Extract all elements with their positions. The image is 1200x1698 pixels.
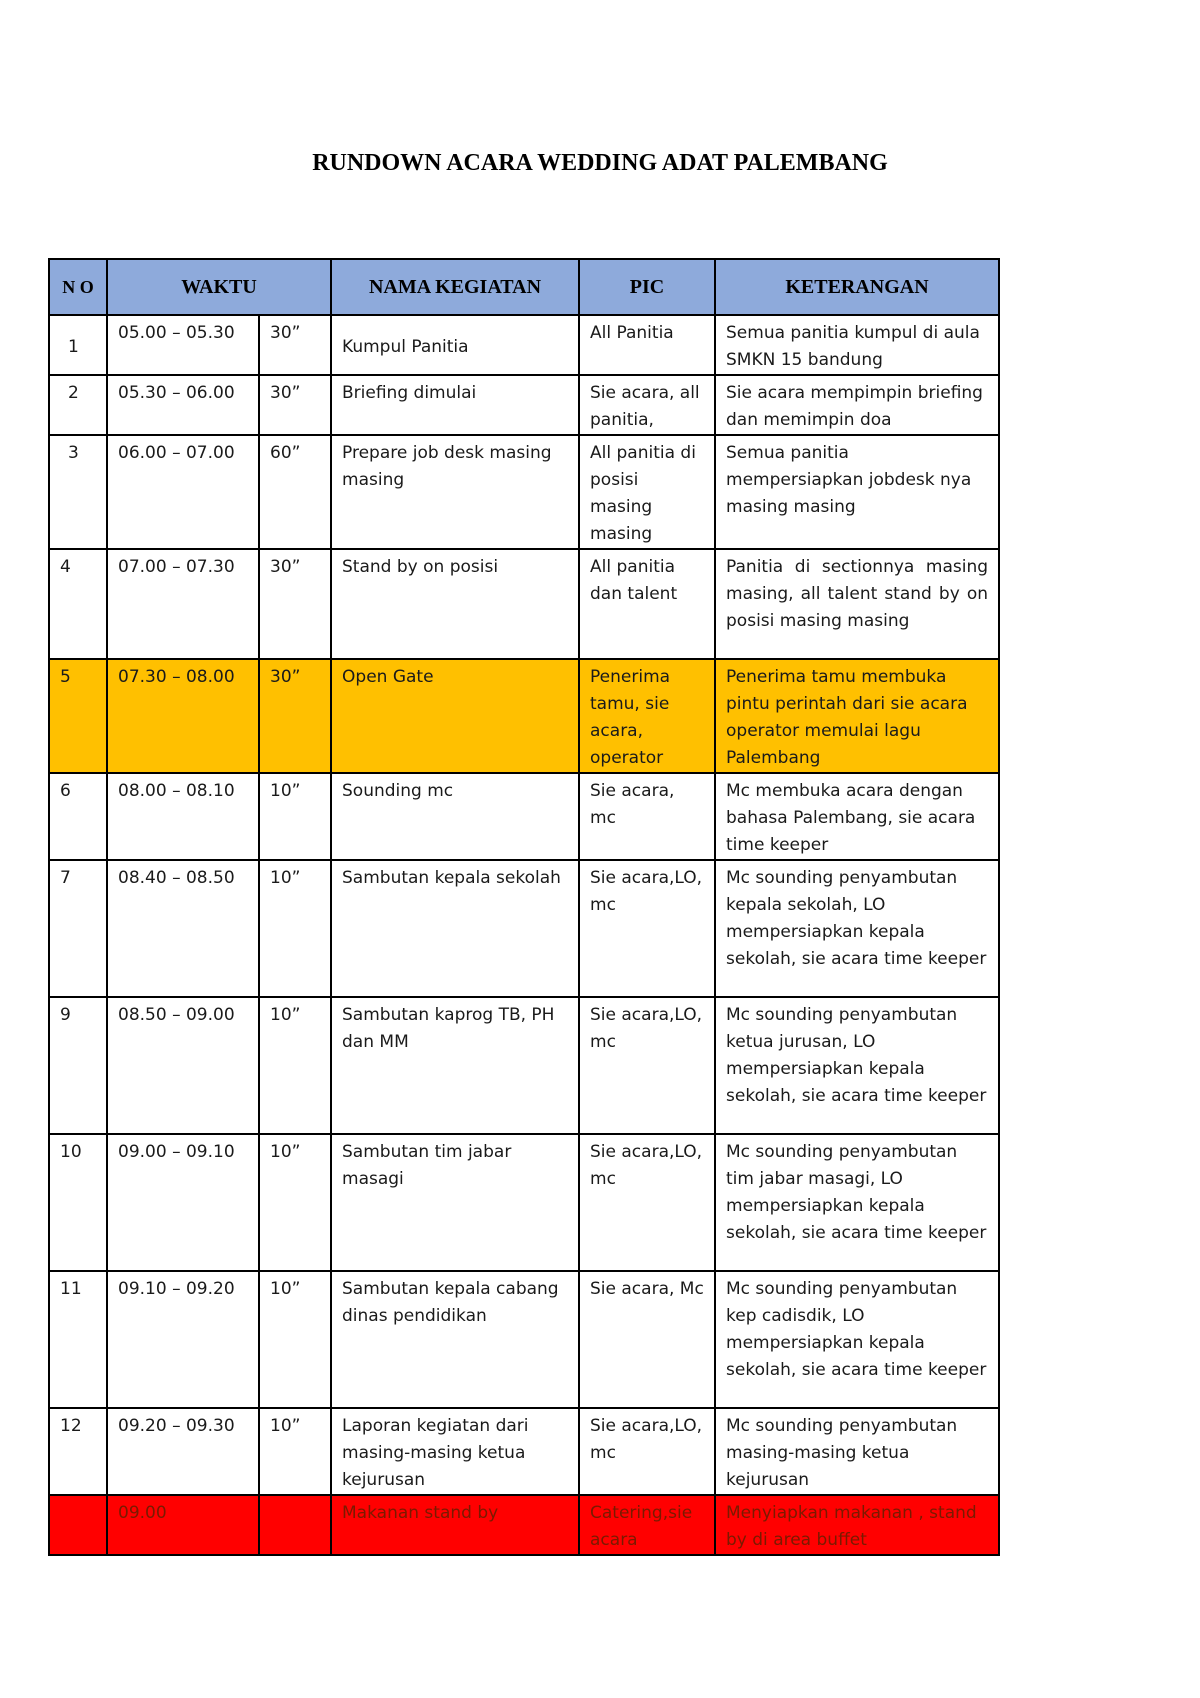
cell-no: 5: [49, 659, 107, 773]
cell-kegiatan: Open Gate: [331, 659, 579, 773]
cell-duration: 30”: [259, 375, 331, 435]
cell-no: [49, 1495, 107, 1555]
cell-duration: 10”: [259, 1271, 331, 1408]
cell-time: 07.30 – 08.00: [107, 659, 259, 773]
cell-kegiatan: Prepare job desk masing masing: [331, 435, 579, 549]
cell-pic: All Panitia: [579, 315, 715, 375]
cell-keterangan: Mc membuka acara dengan bahasa Palembang, sie acara time keeper: [715, 773, 999, 860]
cell-keterangan: Semua panitia kumpul di aula SMKN 15 bandung: [715, 315, 999, 375]
header-keterangan: KETERANGAN: [715, 259, 999, 315]
cell-pic: Sie acara, all panitia,: [579, 375, 715, 435]
cell-pic: Sie acara, Mc: [579, 1271, 715, 1408]
cell-no: 2: [49, 375, 107, 435]
table-body: [49, 315, 999, 1555]
cell-pic: All panitia di posisi masing masing: [579, 435, 715, 549]
table-row: [49, 549, 999, 659]
cell-time: 05.30 – 06.00: [107, 375, 259, 435]
cell-duration: [259, 1495, 331, 1555]
header-nama-kegiatan: NAMA KEGIATAN: [331, 259, 579, 315]
cell-duration: 10”: [259, 860, 331, 997]
cell-pic: Sie acara, mc: [579, 773, 715, 860]
cell-time: 09.10 – 09.20: [107, 1271, 259, 1408]
cell-kegiatan: Stand by on posisi: [331, 549, 579, 659]
cell-time: 09.00 – 09.10: [107, 1134, 259, 1271]
cell-duration: 30”: [259, 659, 331, 773]
cell-pic: Sie acara,LO, mc: [579, 1134, 715, 1271]
cell-kegiatan: Makanan stand by: [331, 1495, 579, 1555]
header-no: N O: [49, 259, 107, 315]
cell-kegiatan: Sambutan kaprog TB, PH dan MM: [331, 997, 579, 1134]
cell-duration: 10”: [259, 997, 331, 1134]
cell-time: 06.00 – 07.00: [107, 435, 259, 549]
cell-kegiatan: Briefing dimulai: [331, 375, 579, 435]
cell-pic: Sie acara,LO, mc: [579, 997, 715, 1134]
cell-keterangan: Sie acara mempimpin briefing dan memimpin doa: [715, 375, 999, 435]
cell-time: 08.00 – 08.10: [107, 773, 259, 860]
cell-pic: All panitia dan talent: [579, 549, 715, 659]
cell-keterangan: Penerima tamu membuka pintu perintah dari sie acara operator memulai lagu Palembang: [715, 659, 999, 773]
cell-time: 07.00 – 07.30: [107, 549, 259, 659]
cell-no: 10: [49, 1134, 107, 1271]
cell-kegiatan: Kumpul Panitia: [331, 315, 579, 375]
cell-pic: Sie acara,LO, mc: [579, 1408, 715, 1495]
cell-duration: 10”: [259, 1134, 331, 1271]
cell-time: 08.50 – 09.00: [107, 997, 259, 1134]
table-row: [49, 1408, 999, 1495]
cell-keterangan: Mc sounding penyambutan masing-masing ketua kejurusan: [715, 1408, 999, 1495]
cell-keterangan: Menyiapkan makanan , stand by di area buffet: [715, 1495, 999, 1555]
cell-duration: 10”: [259, 773, 331, 860]
cell-duration: 10”: [259, 1408, 331, 1495]
document-title: RUNDOWN ACARA WEDDING ADAT PALEMBANG: [312, 150, 888, 176]
cell-pic: Catering,sie acara: [579, 1495, 715, 1555]
cell-kegiatan: Laporan kegiatan dari masing-masing ketua kejurusan: [331, 1408, 579, 1495]
cell-pic: Penerima tamu, sie acara, operator: [579, 659, 715, 773]
table-row: [49, 773, 999, 860]
cell-no: 4: [49, 549, 107, 659]
header-pic: PIC: [579, 259, 715, 315]
cell-kegiatan: Sambutan kepala cabang dinas pendidikan: [331, 1271, 579, 1408]
cell-no: 9: [49, 997, 107, 1134]
cell-duration: 30”: [259, 549, 331, 659]
cell-duration: 30”: [259, 315, 331, 375]
cell-time: 09.00: [107, 1495, 259, 1555]
table-row: [49, 1271, 999, 1408]
cell-keterangan: Panitia di sectionnya masing masing, all talent stand by on posisi masing masing: [715, 549, 999, 659]
cell-kegiatan: Sambutan tim jabar masagi: [331, 1134, 579, 1271]
table-row-highlighted: [49, 1495, 999, 1555]
header-waktu: WAKTU: [107, 259, 331, 315]
cell-keterangan: Semua panitia mempersiapkan jobdesk nya masing masing: [715, 435, 999, 549]
cell-time: 09.20 – 09.30: [107, 1408, 259, 1495]
cell-no: 3: [49, 435, 107, 549]
table-row: [49, 1134, 999, 1271]
table-row: [49, 375, 999, 435]
cell-no: 6: [49, 773, 107, 860]
table-row: [49, 997, 999, 1134]
cell-kegiatan: Sambutan kepala sekolah: [331, 860, 579, 997]
cell-time: 05.00 – 05.30: [107, 315, 259, 375]
table-row: [49, 315, 999, 375]
cell-time: 08.40 – 08.50: [107, 860, 259, 997]
cell-no: 11: [49, 1271, 107, 1408]
rundown-table: [48, 258, 1000, 1556]
cell-keterangan: Mc sounding penyambutan ketua jurusan, LO mempersiapkan kepala sekolah, sie acara time keeper: [715, 997, 999, 1134]
cell-no: 1: [49, 315, 107, 375]
table-header-row: [49, 259, 999, 315]
cell-keterangan: Mc sounding penyambutan tim jabar masagi, LO mempersiapkan kepala sekolah, sie acara time keeper: [715, 1134, 999, 1271]
cell-no: 7: [49, 860, 107, 997]
table-row: [49, 860, 999, 997]
cell-keterangan: Mc sounding penyambutan kep cadisdik, LO mempersiapkan kepala sekolah, sie acara time keeper: [715, 1271, 999, 1408]
cell-duration: 60”: [259, 435, 331, 549]
cell-kegiatan: Sounding mc: [331, 773, 579, 860]
table-row: [49, 435, 999, 549]
table-row-highlighted: [49, 659, 999, 773]
cell-pic: Sie acara,LO, mc: [579, 860, 715, 997]
cell-keterangan: Mc sounding penyambutan kepala sekolah, LO mempersiapkan kepala sekolah, sie acara time keeper: [715, 860, 999, 997]
cell-no: 12: [49, 1408, 107, 1495]
